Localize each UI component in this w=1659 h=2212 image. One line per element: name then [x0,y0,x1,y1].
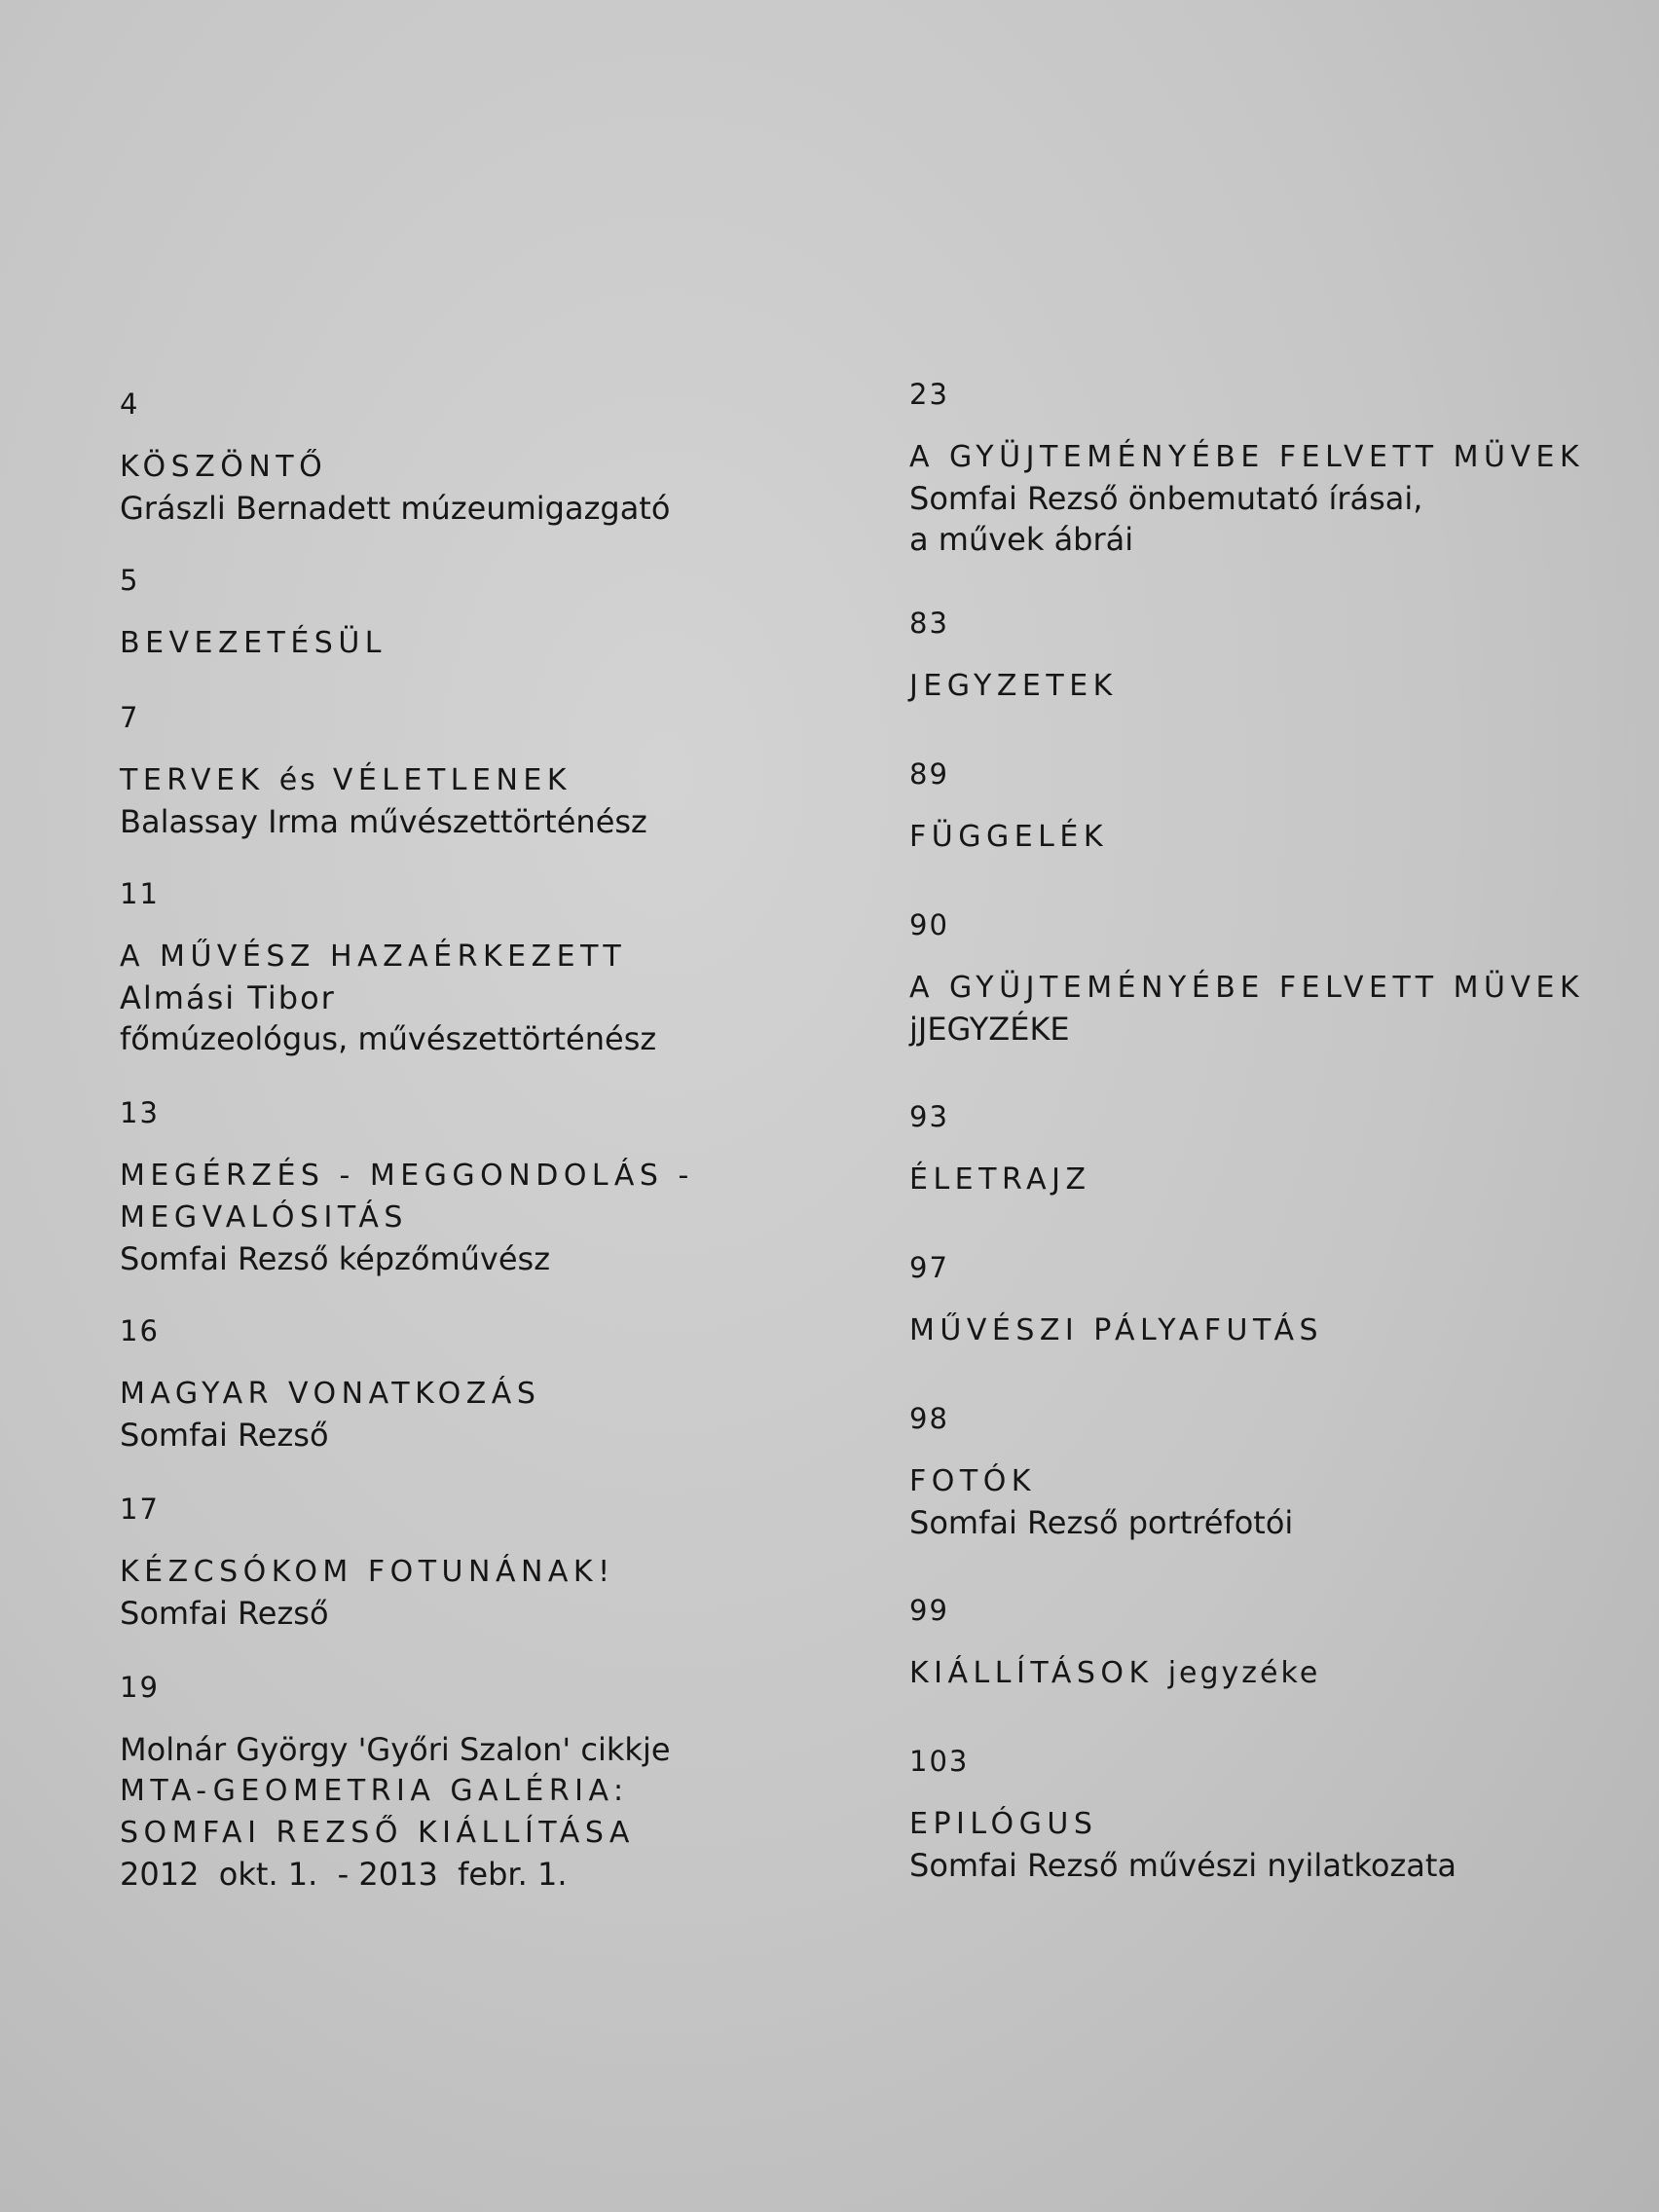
entry-author: Somfai Rezső [120,1595,329,1632]
entry-title-continuation: jJEGYZÉKE [909,1011,1070,1048]
entry-description: Somfai Rezső portréfotói [909,1504,1294,1541]
entry-title: A MŰVÉSZ HAZAÉRKEZETT [120,940,627,974]
toc-entry [120,564,860,664]
entry-description: Somfai Rezső önbemutató írásai, [909,480,1423,517]
page-number: 83 [909,607,949,640]
entry-author-role: főmúzeológus, művészettörténész [120,1020,657,1057]
entry-title-lower: jegyzéke [1167,1656,1321,1690]
toc-entry [909,607,1630,707]
page-number: 19 [120,1671,160,1704]
page-number: 23 [909,378,949,411]
entry-title: MAGYAR VONATKOZÁS [120,1377,541,1411]
toc-entry [120,387,860,529]
page-number: 13 [120,1096,160,1129]
entry-title-caps: TERVEK [120,763,265,797]
toc-entry [120,701,860,842]
page-number: 89 [909,757,949,791]
entry-author: Somfai Rezső képzőművész [120,1240,551,1277]
entry-title: BEVEZETÉSÜL [120,626,387,660]
toc-entry [909,1402,1630,1543]
entry-description: Somfai Rezső művészi nyilatkozata [909,1847,1456,1884]
toc-entry [909,1100,1630,1200]
entry-title-caps-2: VÉLETLENEK [332,763,572,797]
toc-left-column [120,387,860,1895]
entry-title: FÜGGELÉK [909,820,1109,854]
entry-dates: 2012 okt. 1. - 2013 febr. 1. [120,1856,568,1893]
entry-title-line-2: MEGVALÓSITÁS [120,1200,408,1235]
entry-author: Grászli Bernadett múzeumigazgató [120,490,671,527]
toc-entry [120,1314,860,1456]
entry-author: Balassay Irma művészettörténész [120,803,647,840]
entry-title: ÉLETRAJZ [909,1162,1091,1197]
entry-title-line-2: SOMFAI REZSŐ KIÁLLÍTÁSA [120,1816,635,1850]
toc-entry [120,1096,860,1279]
toc-entry [909,908,1630,1050]
page-number: 99 [909,1594,949,1627]
entry-title: KÖSZÖNTŐ [120,450,328,484]
page-number: 97 [909,1251,949,1284]
entry-title: A GYÜJTEMÉNYÉBE FELVETT MÜVEK [909,971,1585,1005]
page-number: 11 [120,877,160,910]
page-number: 90 [909,908,949,941]
entry-title-lower: és [278,763,318,797]
entry-title: FOTÓK [909,1464,1036,1498]
entry-article-credit: Molnár György 'Győri Szalon' cikkje [120,1731,671,1768]
entry-title: MŰVÉSZI PÁLYAFUTÁS [909,1313,1324,1347]
toc-entry [909,757,1630,858]
toc-entry [120,877,860,1059]
toc-entry [909,378,1630,560]
toc-entry [909,1745,1630,1886]
entry-title: EPILÓGUS [909,1807,1098,1841]
toc-right-column [909,378,1630,1886]
toc-entry [909,1594,1630,1694]
toc-entry [120,1493,860,1634]
page-number: 5 [120,564,140,597]
entry-title: JEGYZETEK [909,669,1118,703]
entry-author: Somfai Rezső [120,1417,329,1454]
entry-title [909,1652,1630,1694]
page-number: 98 [909,1402,949,1435]
page-number: 17 [120,1493,160,1526]
page-number: 16 [120,1314,160,1347]
entry-title: A GYÜJTEMÉNYÉBE FELVETT MÜVEK [909,440,1585,474]
entry-title: MTA-GEOMETRIA GALÉRIA: [120,1774,629,1808]
page-number: 4 [120,387,140,421]
page-number: 103 [909,1745,970,1778]
entry-title: KÉZCSÓKOM FOTUNÁNAK! [120,1555,615,1589]
toc-entry [909,1251,1630,1351]
entry-title [120,759,860,801]
entry-title: MEGÉRZÉS - MEGGONDOLÁS - [120,1159,694,1193]
entry-title-caps: KIÁLLÍTÁSOK [909,1656,1154,1690]
page-number: 7 [120,701,140,734]
entry-author: Almási Tibor [120,979,336,1016]
toc-entry [120,1671,860,1895]
page-number: 93 [909,1100,949,1133]
entry-description-line-2: a művek ábrái [909,521,1134,558]
